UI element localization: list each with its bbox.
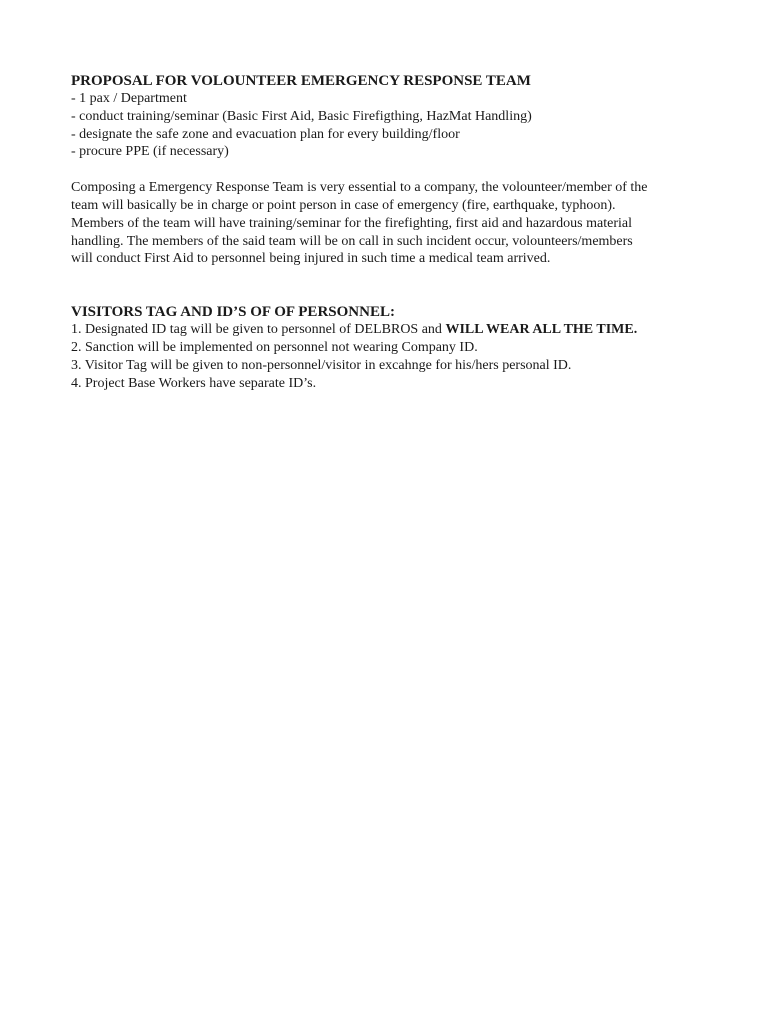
list-item-emphasis: WILL WEAR ALL THE TIME.: [445, 322, 638, 338]
paragraph-line: handling. The members of the said team will be on call in such incident occur, volounteers/members: [71, 233, 633, 249]
bullet-conduct-training: - conduct training/seminar (Basic First Aid, Basic Firefigthing, HazMat Handling): [71, 108, 532, 124]
paragraph-line: team will basically be in charge or point person in case of emergency (fire, earthquake, typhoon).: [71, 197, 616, 213]
list-item-text: 1. Designated ID tag will be given to personnel of DELBROS and: [71, 322, 446, 338]
bullet-pax-per-department: - 1 pax / Department: [71, 91, 187, 106]
list-item-visitor-tag: 3. Visitor Tag will be given to non-personnel/visitor in excahnge for his/hers personal ID.: [71, 357, 572, 373]
spacer: [71, 161, 711, 179]
list-item-project-workers: 4. Project Base Workers have separate ID’s.: [71, 375, 317, 391]
list-item-sanction: 2. Sanction will be implemented on personnel not wearing Company ID.: [71, 339, 478, 355]
paragraph-line: Composing a Emergency Response Team is very essential to a company, the volounteer/member of the: [71, 180, 648, 196]
paragraph-line: will conduct First Aid to personnel being injured in such time a medical team arrived.: [71, 251, 551, 267]
section-title-visitors-tag: VISITORS TAG AND ID’S OF OF PERSONNEL:: [71, 304, 395, 321]
bullet-procure-ppe: - procure PPE (if necessary): [71, 144, 229, 160]
emergency-team-paragraph: [71, 179, 711, 268]
spacer: [71, 268, 711, 303]
bullet-safe-zone: - designate the safe zone and evacuation plan for every building/floor: [71, 126, 460, 142]
paragraph-line: Members of the team will have training/seminar for the firefighting, first aid and hazardous material: [71, 215, 632, 231]
document-page: [71, 72, 711, 392]
list-item-id-tag: [71, 321, 711, 339]
section-title-emergency-team: PROPOSAL FOR VOLOUNTEER EMERGENCY RESPONSE TEAM: [71, 73, 531, 89]
